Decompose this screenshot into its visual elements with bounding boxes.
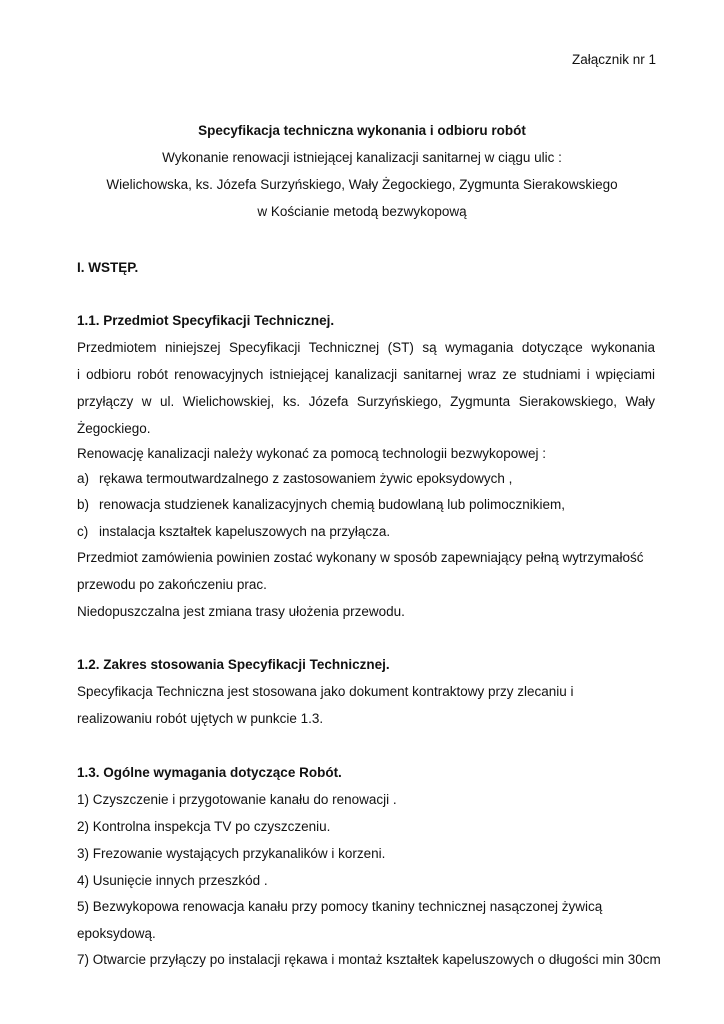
subtitle-line-1: Wykonanie renowacji istniejącej kanalizacji sanitarnej w ciągu ulic : [162, 150, 562, 165]
list-item-label: a) [77, 471, 90, 486]
paragraph-line: realizowaniu robót ujętych w punkcie 1.3. [77, 711, 324, 726]
list-item: 5) Bezwykopowa renowacja kanału przy pomocy tkaniny technicznej nasączonej żywicą [77, 899, 603, 914]
paragraph-line: Renowację kanalizacji należy wykonać za pomocą technologii bezwykopowej : [77, 446, 546, 461]
list-item [77, 497, 565, 512]
paragraph-line: Przedmiot zamówienia powinien zostać wykonany w sposób zapewniający pełną wytrzymałość [77, 550, 644, 565]
list-item-text: rękawa termoutwardzalnego z zastosowaniem żywic epoksydowych , [99, 471, 513, 486]
subtitle-line-2: Wielichowska, ks. Józefa Surzyńskiego, Wały Żegockiego, Zygmunta Sierakowskiego [106, 177, 618, 192]
list-item-label: b) [77, 497, 90, 512]
list-item: 2) Kontrolna inspekcja TV po czyszczeniu. [77, 819, 331, 834]
heading-1-3: 1.3. Ogólne wymagania dotyczące Robót. [77, 765, 342, 780]
paragraph-line: Niedopuszczalna jest zmiana trasy ułożenia przewodu. [77, 604, 405, 619]
list-item [77, 471, 512, 486]
list-item-continuation: epoksydową. [77, 926, 156, 941]
subtitle-line-3: w Kościanie metodą bezwykopową [257, 204, 467, 219]
paragraph-line: Specyfikacja Techniczna jest stosowana jako dokument kontraktowy przy zlecaniu i [77, 684, 574, 699]
heading-1-1: 1.1. Przedmiot Specyfikacji Technicznej. [77, 313, 335, 328]
paragraph-line: przewodu po zakończeniu prac. [77, 577, 267, 592]
list-item-label: c) [77, 524, 89, 539]
paragraph-line: i odbioru robót renowacyjnych istniejącej kanalizacji sanitarnej wraz ze studniami i wpięciami [77, 367, 655, 382]
paragraph-line: przyłączy w ul. Wielichowskiej, ks. Józefa Surzyńskiego, Zygmunta Sierakowskiego, Wały [77, 394, 655, 409]
list-item: 1) Czyszczenie i przygotowanie kanału do renowacji . [77, 792, 397, 807]
paragraph-line: Przedmiotem niniejszej Specyfikacji Technicznej (ST) są wymagania dotyczące wykonania [77, 340, 655, 355]
list-item-text: renowacja studzienek kanalizacyjnych chemią budowlaną lub polimocznikiem, [99, 497, 565, 512]
list-item-text: instalacja kształtek kapeluszowych na przyłącza. [99, 524, 391, 539]
paragraph-line: Żegockiego. [77, 421, 151, 436]
list-item: 3) Frezowanie wystających przykanalików i korzeni. [77, 846, 386, 861]
heading-1-2: 1.2. Zakres stosowania Specyfikacji Technicznej. [77, 657, 390, 672]
document-title: Specyfikacja techniczna wykonania i odbioru robót [198, 123, 526, 138]
section-heading-intro: I. WSTĘP. [77, 260, 139, 275]
list-item [77, 524, 390, 539]
annex-label: Załącznik nr 1 [571, 52, 656, 67]
list-item: 7) Otwarcie przyłączy po instalacji rękawa i montaż kształtek kapeluszowych o długości min 30cm [77, 952, 661, 967]
list-item: 4) Usunięcie innych przeszkód . [77, 873, 268, 888]
